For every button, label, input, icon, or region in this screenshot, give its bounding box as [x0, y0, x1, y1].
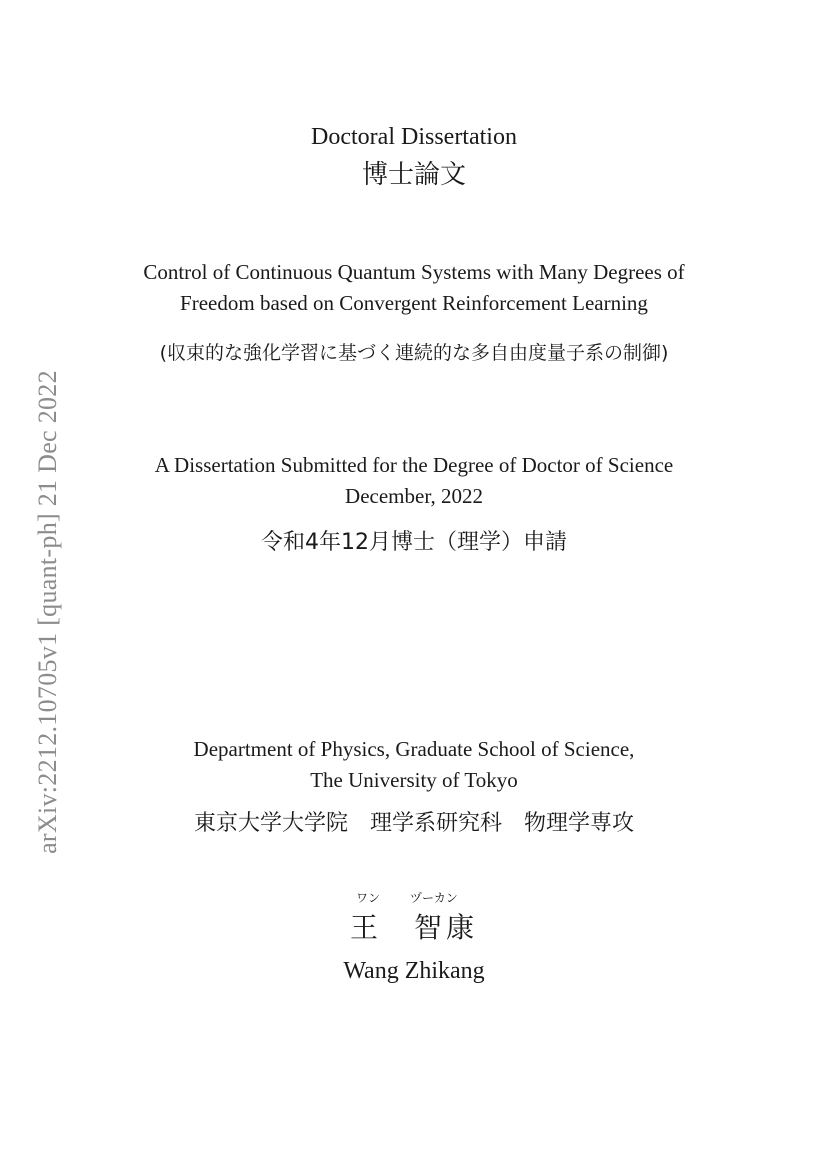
author-name-jp: 王 智康	[349, 911, 478, 944]
document-type: Doctoral Dissertation	[311, 124, 517, 150]
affiliation-jp: 東京大学大学院 理学系研究科 物理学専攻	[193, 811, 634, 836]
submission-statement-jp: 令和4年12月博士（理学）申請	[261, 530, 567, 555]
thesis-title	[60, 257, 768, 319]
author-given-ruby: ヅーカン	[410, 891, 458, 905]
submission-block	[60, 450, 768, 512]
thesis-title-line-1: Control of Continuous Quantum Systems with Many Degrees of	[143, 260, 685, 284]
arxiv-identifier: arXiv:2212.10705v1 [quant-ph] 21 Dec 2022	[33, 370, 62, 854]
affiliation-line-2: The University of Tokyo	[310, 768, 518, 792]
affiliation-line-1: Department of Physics, Graduate School of Science,	[193, 737, 635, 761]
affiliation-block	[60, 734, 768, 796]
thesis-title-line-2: Freedom based on Convergent Reinforcement Learning	[180, 291, 648, 315]
submission-statement: A Dissertation Submitted for the Degree of Doctor of Science	[154, 453, 674, 477]
thesis-title-jp: (収束的な強化学習に基づく連続的な多自由度量子系の制御)	[159, 342, 669, 364]
document-type-jp: 博士論文	[361, 160, 466, 190]
author-family-ruby: ワン	[356, 891, 381, 905]
submission-date: December, 2022	[345, 484, 483, 508]
author-name-en: Wang Zhikang	[343, 958, 485, 984]
